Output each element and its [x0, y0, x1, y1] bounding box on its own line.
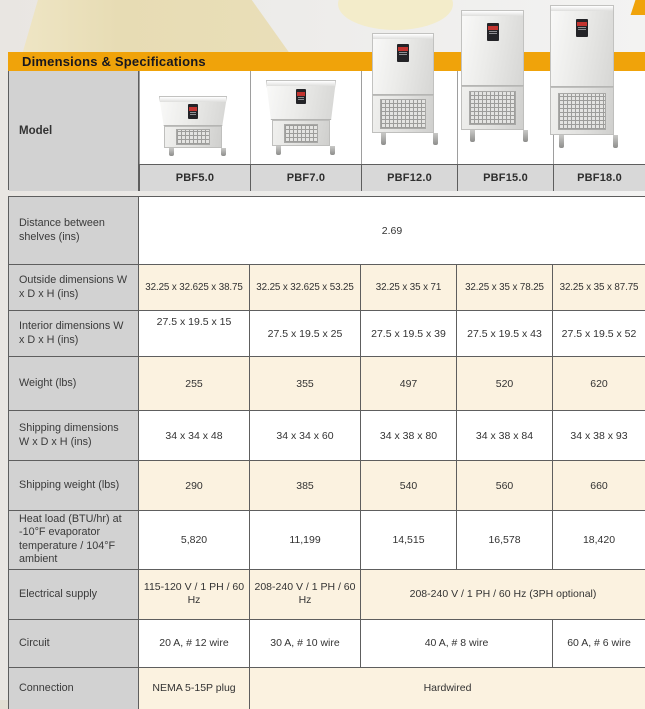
row-label-weight: Weight (lbs)	[9, 357, 139, 411]
background-yellow-blob	[338, 0, 453, 30]
spec-value-cell: 560	[457, 461, 553, 511]
freezer-legs	[372, 133, 446, 145]
spec-value-cell: 660	[553, 461, 645, 511]
freezer-legs	[461, 130, 537, 142]
spec-value-cell: 20 A, # 12 wire	[139, 619, 250, 667]
vent-grille-icon	[558, 93, 606, 130]
vent-grille-icon	[469, 91, 516, 125]
spec-value-cell: 40 A, # 8 wire	[361, 619, 553, 667]
vent-grille-icon	[176, 129, 210, 145]
spec-value-cell: 32.25 x 32.625 x 53.25	[250, 265, 361, 311]
product-image-pbf12-blast-freezer	[372, 33, 434, 145]
row-label-outside-dimensions: Outside dimensions W x D x H (ins)	[9, 265, 139, 311]
spec-value-cell: 27.5 x 19.5 x 52	[553, 311, 645, 357]
spec-value-cell: 34 x 34 x 60	[250, 411, 361, 461]
spec-value-cell: 18,420	[553, 511, 645, 570]
row-label-distance-between-shelves: Distance between shelves (ins)	[9, 197, 139, 265]
table-row	[9, 357, 645, 411]
spec-value-cell: 34 x 38 x 80	[361, 411, 457, 461]
product-image-pbf15-blast-freezer	[461, 10, 524, 142]
freezer-legs	[266, 146, 344, 155]
spec-value-cell: 11,199	[250, 511, 361, 570]
table-row	[9, 311, 645, 357]
control-panel-icon	[397, 44, 409, 62]
spec-value-cell: 34 x 38 x 93	[553, 411, 645, 461]
freezer-door	[550, 5, 614, 87]
spec-value-cell: 290	[139, 461, 250, 511]
freezer-door	[461, 10, 524, 86]
control-panel-icon	[296, 89, 306, 104]
row-label-heat-load: Heat load (BTU/hr) at -10°F evaporator temperature / 104°F ambient	[9, 511, 139, 570]
spec-value-cell: 208-240 V / 1 PH / 60 Hz (3PH optional)	[361, 569, 645, 619]
spec-value-cell: 32.25 x 35 x 87.75	[553, 265, 645, 311]
control-panel-icon	[576, 19, 588, 37]
background-corner-accent	[631, 0, 645, 15]
spec-value-cell: 27.5 x 19.5 x 43	[457, 311, 553, 357]
spec-value-cell: 255	[139, 357, 250, 411]
row-label-circuit: Circuit	[9, 619, 139, 667]
product-image-pbf7-blast-freezer	[266, 80, 336, 155]
spec-value-cell: 520	[457, 357, 553, 411]
freezer-door	[266, 80, 336, 120]
model-name-pbf12: PBF12.0	[361, 164, 457, 191]
spec-value-cell: 32.25 x 35 x 78.25	[457, 265, 553, 311]
spec-value-cell: 115-120 V / 1 PH / 60 Hz	[139, 569, 250, 619]
spec-value-cell: 5,820	[139, 511, 250, 570]
spec-value-cell: 385	[250, 461, 361, 511]
table-row	[9, 461, 645, 511]
freezer-door	[372, 33, 434, 95]
model-name-pbf15: PBF15.0	[457, 164, 553, 191]
spec-value-cell: 2.69	[139, 197, 645, 265]
control-panel-icon	[188, 104, 198, 119]
spec-value-cell: 30 A, # 10 wire	[250, 619, 361, 667]
freezer-door	[159, 96, 227, 126]
spec-value-cell: NEMA 5-15P plug	[139, 667, 250, 709]
product-image-pbf18-blast-freezer	[550, 5, 614, 148]
spec-value-cell: 27.5 x 19.5 x 25	[250, 311, 361, 357]
section-title: Dimensions & Specifications	[22, 54, 206, 69]
spec-value-cell: 32.25 x 35 x 71	[361, 265, 457, 311]
freezer-legs	[550, 135, 627, 148]
spec-value-cell: 60 A, # 6 wire	[553, 619, 645, 667]
table-row	[9, 619, 645, 667]
model-row-label: Model	[9, 71, 139, 191]
model-name-pbf7: PBF7.0	[250, 164, 361, 191]
row-label-interior-dimensions: Interior dimensions W x D x H (ins)	[9, 311, 139, 357]
spec-value-cell: 27.5 x 19.5 x 15	[139, 311, 250, 357]
freezer-vent-base	[272, 120, 331, 146]
row-label-connection: Connection	[9, 667, 139, 709]
spec-value-cell: 14,515	[361, 511, 457, 570]
spec-value-cell: 34 x 38 x 84	[457, 411, 553, 461]
spec-value-cell: 32.25 x 32.625 x 38.75	[139, 265, 250, 311]
freezer-vent-base	[372, 95, 434, 133]
vent-grille-icon	[284, 124, 319, 143]
spec-value-cell: 540	[361, 461, 457, 511]
freezer-legs	[159, 148, 235, 156]
row-label-shipping-weight: Shipping weight (lbs)	[9, 461, 139, 511]
row-label-shipping-dimensions: Shipping dimensions W x D x H (ins)	[9, 411, 139, 461]
spec-value-cell: 34 x 34 x 48	[139, 411, 250, 461]
spec-value-cell: 27.5 x 19.5 x 39	[361, 311, 457, 357]
spec-value-cell: 355	[250, 357, 361, 411]
vent-grille-icon	[380, 99, 426, 129]
freezer-vent-base	[164, 126, 221, 148]
spec-value-cell: 620	[553, 357, 645, 411]
spec-value-cell: 497	[361, 357, 457, 411]
table-row	[9, 667, 645, 709]
freezer-vent-base	[461, 86, 524, 130]
row-label-electrical-supply: Electrical supply	[9, 569, 139, 619]
specifications-table	[8, 196, 645, 709]
spec-value-cell: 16,578	[457, 511, 553, 570]
table-row	[9, 511, 645, 570]
table-row	[9, 197, 645, 265]
spec-value-cell: 208-240 V / 1 PH / 60 Hz	[250, 569, 361, 619]
product-image-pbf5-blast-freezer	[159, 96, 227, 156]
freezer-vent-base	[550, 87, 614, 135]
table-row	[9, 411, 645, 461]
model-name-pbf5: PBF5.0	[139, 164, 250, 191]
spec-value-cell: Hardwired	[250, 667, 645, 709]
table-row	[9, 265, 645, 311]
control-panel-icon	[487, 23, 499, 41]
table-row	[9, 569, 645, 619]
model-name-pbf18: PBF18.0	[553, 164, 645, 191]
